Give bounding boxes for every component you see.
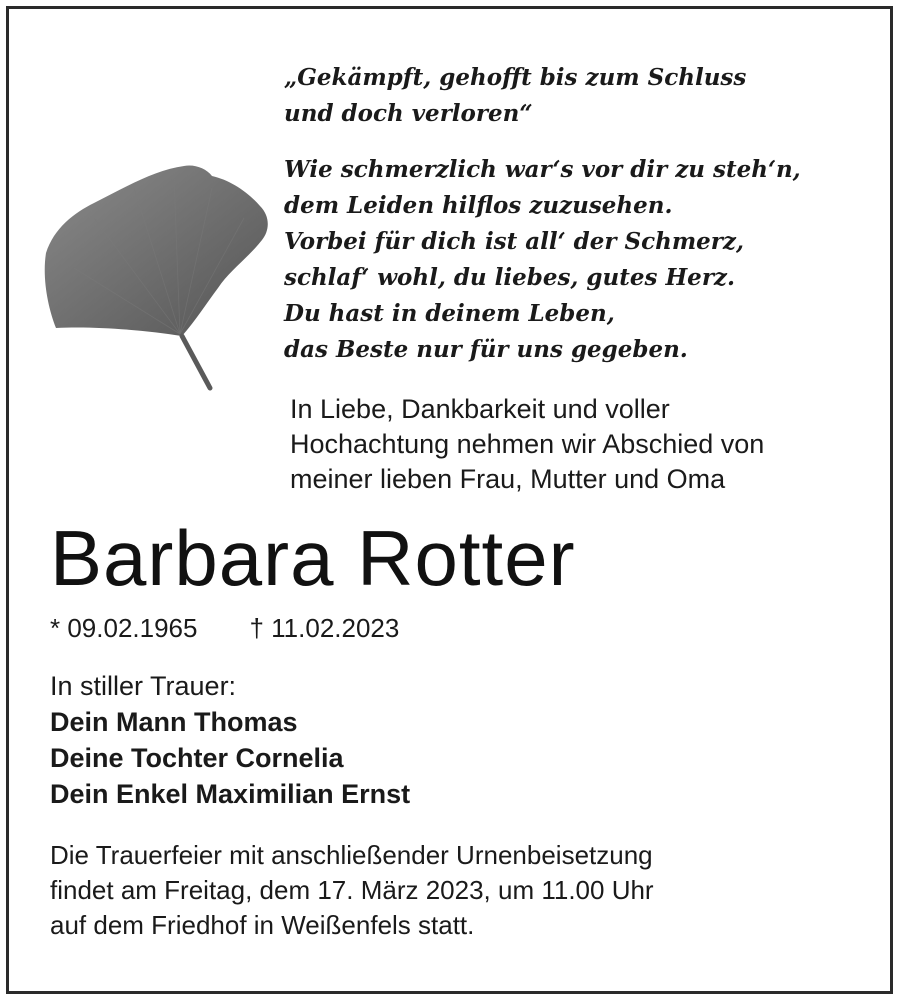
verse-line: das Beste nur für uns gegeben. xyxy=(284,336,688,363)
verse-line: Wie schmerzlich war‘s vor dir zu steh‘n, xyxy=(284,156,801,183)
verse-line: Vorbei für dich ist all‘ der Schmerz, xyxy=(284,228,744,255)
service-line: auf dem Friedhof in Weißenfels statt. xyxy=(50,910,475,940)
opening-quote xyxy=(284,60,874,132)
mourner-name: Deine Tochter Cornelia xyxy=(50,743,344,773)
intro-line: In Liebe, Dankbarkeit und voller xyxy=(290,394,670,424)
mourners-list xyxy=(50,668,410,812)
verse-line: Du hast in deinem Leben, xyxy=(284,300,615,327)
deceased-name: Barbara Rotter xyxy=(50,514,576,602)
quote-line: „Gekämpft, gehofft bis zum Schluss xyxy=(284,64,747,91)
intro-line: meiner lieben Frau, Mutter und Oma xyxy=(290,464,726,494)
ginkgo-leaf-icon xyxy=(34,158,274,393)
service-line: Die Trauerfeier mit anschließender Urnenbeisetzung xyxy=(50,840,653,870)
mourners-heading: In stiller Trauer: xyxy=(50,671,237,701)
mourner-name: Dein Enkel Maximilian Ernst xyxy=(50,779,411,809)
verse-line: schlaf‘ wohl, du liebes, gutes Herz. xyxy=(284,264,736,291)
service-line: findet am Freitag, dem 17. März 2023, um 11.00 Uhr xyxy=(50,875,654,905)
farewell-intro xyxy=(290,392,880,497)
mourner-name: Dein Mann Thomas xyxy=(50,707,298,737)
life-dates xyxy=(50,610,399,646)
poem-verse xyxy=(284,152,874,368)
death-date: † 11.02.2023 xyxy=(249,613,400,643)
quote-line: und doch verloren“ xyxy=(284,100,533,127)
intro-line: Hochachtung nehmen wir Abschied von xyxy=(290,429,765,459)
verse-line: dem Leiden hilflos zuzusehen. xyxy=(284,192,673,219)
funeral-service-info xyxy=(50,838,654,943)
birth-date: * 09.02.1965 xyxy=(50,613,198,643)
